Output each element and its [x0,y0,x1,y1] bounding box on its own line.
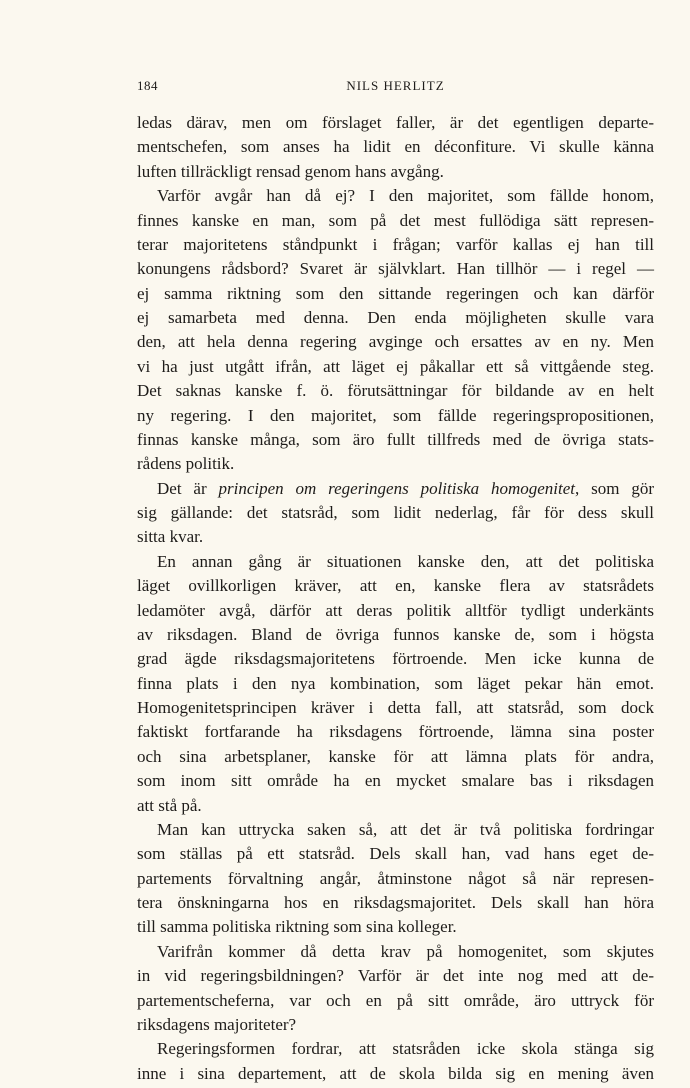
text-line: Homogenitetsprincipen kräver i detta fall, att statsråd, som dock [137,698,654,717]
text-line: finna plats i den nya kombination, som läget pekar hän emot. [137,673,654,693]
text-line: och sina arbetsplaner, kanske för att lämna plats för andra, [137,746,654,766]
text-line: Regeringsformen fordrar, att statsråden icke skola stänga sig [157,1039,654,1059]
running-head [137,78,654,96]
text-line-emphasis [137,477,654,501]
text-line: ny regering. I den majoritet, som fällde regeringspropositionen, [137,405,654,425]
text-line: finnes kanske en man, som på det mest fullödiga sätt represen- [137,210,654,230]
text-line: av riksdagen. Bland de övriga funnos kanske de, som i högsta [137,624,654,644]
text-line: att stå på. [137,795,202,815]
text-line: vi ha just utgått ifrån, att läget ej påkallar ett så vittgående steg. [137,356,654,376]
text-fragment: Det är [157,478,219,498]
text-line: den, att hela denna regering avginge och ersattes av en ny. Men [137,332,654,352]
text-line: En annan gång är situationen kanske den, att det politiska [157,551,654,571]
text-line: som inom sitt område ha en mycket smalare bas i riksdagen [137,771,654,791]
text-line: partementscheferna, var och en på sitt område, äro uttryck för [137,990,654,1010]
text-line: konungens rådsbord? Svaret är självklart. Han tillhör — i regel — [137,259,654,279]
text-line: läget ovillkorligen kräver, att en, kanske flera av statsrådets [137,576,654,596]
page-number: 184 [137,78,158,93]
text-line: grad ägde riksdagsmajoritetens förtroende. Men icke kunna de [137,649,654,669]
text-line: tera önskningarna hos en riksdagsmajoritet. Dels skall han höra [137,893,654,912]
text-line: inne i sina departement, att de skola bilda sig en mening även [137,1063,654,1083]
text-line: ej samma riktning som den sittande regeringen och kan därför [137,283,654,303]
text-line: luften tillräckligt rensad genom hans avgång. [137,161,444,181]
text-line: som ställas på ett statsråd. Dels skall han, vad hans eget de- [137,844,654,864]
text-line: sitta kvar. [137,527,204,547]
text-line: terar majoritetens ståndpunkt i frågan; varför kallas ej han till [137,234,654,254]
text-line: till samma politiska riktning som sina kolleger. [137,917,457,937]
text-line: Man kan uttrycka saken så, att det är två politiska fordringar [157,819,654,839]
running-title: NILS HERLITZ [346,78,445,93]
text-line: partements förvaltning angår, åtminstone något så när represen- [137,868,654,888]
text-line: riksdagens majoriteter? [137,1014,297,1034]
text-fragment: , som gör [575,478,654,498]
text-line: rådens politik. [137,454,235,474]
text-line: finnas kanske många, som äro fullt tillfreds med de övriga stats- [137,429,654,449]
text-line: ledas därav, men om förslaget faller, är det egentligen departe- [137,113,654,132]
text-line: Det saknas kanske f. ö. förutsättningar för bildande av en helt [137,381,654,401]
text-line: sig gällande: det statsråd, som lidit nederlag, får för dess skull [137,503,654,522]
text-line: Varifrån kommer då detta krav på homogenitet, som skjutes [157,941,654,961]
body-text [137,111,654,1086]
text-line: faktiskt fortfarande ha riksdagens förtroende, lämna sina poster [137,722,654,742]
text-line: in vid regeringsbildningen? Varför är det inte nog med att de- [137,966,654,986]
text-line: mentschefen, som anses ha lidit en déconfiture. Vi skulle känna [137,137,654,157]
text-line: ej samarbeta med denna. Den enda möjligheten skulle vara [137,308,654,327]
text-line: Varför avgår han då ej? I den majoritet, som fällde honom, [157,186,654,206]
italic-phrase: principen om regeringens politiska homogenitet [218,478,576,498]
text-line: ledamöter avgå, därför att deras politik alltför tydligt underkänts [137,600,654,620]
